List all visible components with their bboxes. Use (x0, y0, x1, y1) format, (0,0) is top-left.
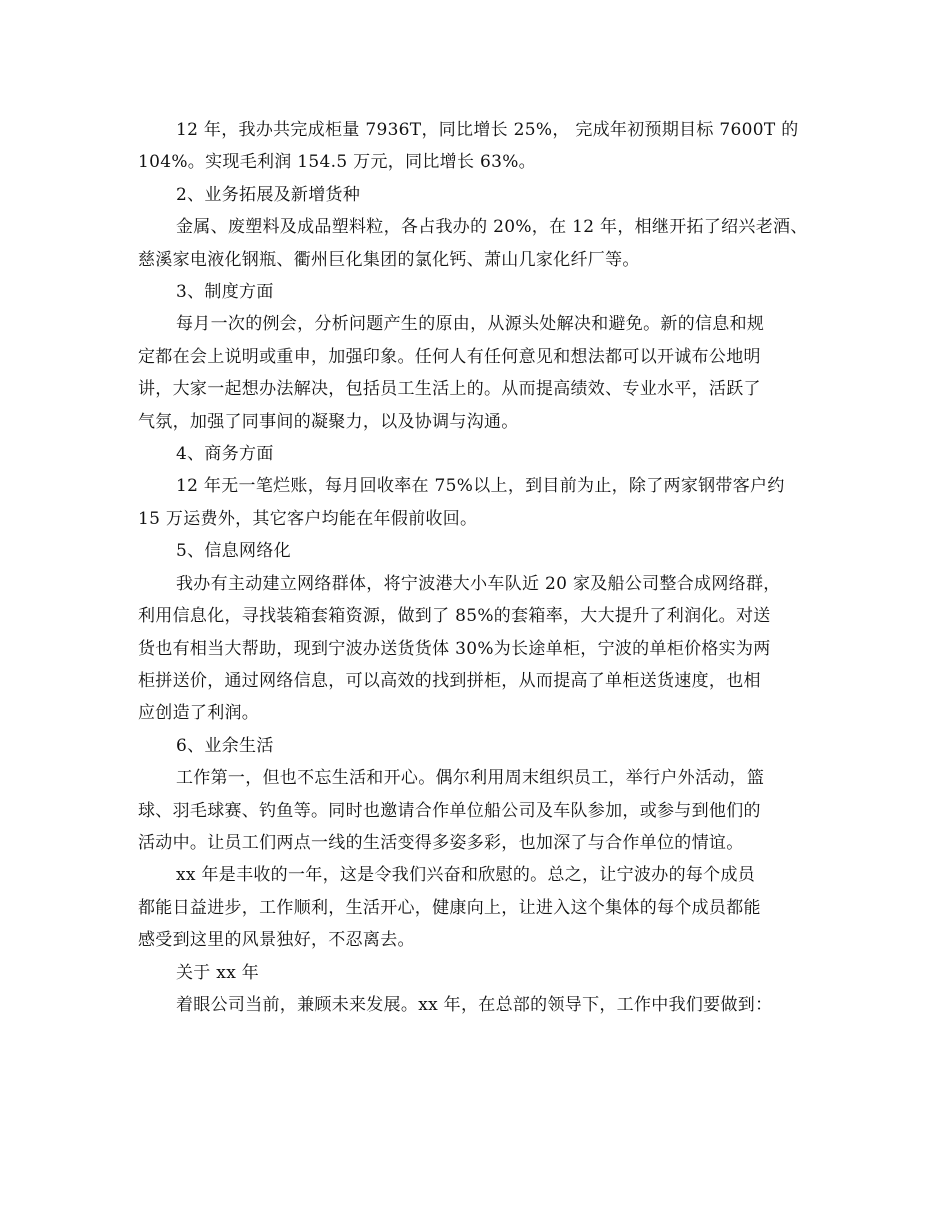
text-line: 应创造了利润。 (138, 703, 260, 724)
text-line: xx 年是丰收的一年，这是令我们兴奋和欣慰的。总之，让宁波办的每个成员 (176, 865, 756, 886)
document-body (138, 114, 828, 1021)
section-heading: 6、业余生活 (176, 735, 274, 756)
text-line: 货也有相当大帮助，现到宁波办送货货体 30%为长途单柜，宁波的单柜价格实为两 (138, 638, 771, 659)
text-line: 利用信息化，寻找装箱套箱资源，做到了 85%的套箱率，大大提升了利润化。对送 (138, 606, 771, 627)
text-line: 球、羽毛球赛、钓鱼等。同时也邀请合作单位船公司及车队参加，或参与到他们的 (138, 800, 761, 821)
text-line: 工作第一，但也不忘生活和开心。偶尔利用周末组织员工，举行户外活动，篮 (176, 768, 765, 789)
text-line: 讲，大家一起想办法解决，包括员工生活上的。从而提高绩效、专业水平，活跃了 (138, 379, 761, 400)
text-line: 活动中。让员工们两点一线的生活变得多姿多彩，也加深了与合作单位的情谊。 (138, 832, 744, 853)
text-line: 感受到这里的风景独好，不忍离去。 (138, 930, 415, 951)
text-line: 都能日益进步，工作顺利，生活开心，健康向上，让进入这个集体的每个成员都能 (138, 897, 761, 918)
text-line: 着眼公司当前，兼顾未来发展。xx 年，在总部的领导下，工作中我们要做到： (176, 994, 773, 1015)
text-line: 金属、废塑料及成品塑料粒，各占我办的 20%，在 12 年，相继开拓了绍兴老酒、 (176, 217, 808, 238)
section-heading: 4、商务方面 (176, 444, 274, 465)
text-line: 我办有主动建立网络群体，将宁波港大小车队近 20 家及船公司整合成网络群， (176, 573, 781, 594)
text-line: 慈溪家电液化钢瓶、衢州巨化集团的氯化钙、萧山几家化纤厂等。 (138, 249, 640, 270)
text-line: 柜拼送价，通过网络信息，可以高效的找到拼柜，从而提高了单柜送货速度，也相 (138, 670, 761, 691)
section-heading: 5、信息网络化 (176, 541, 291, 562)
text-line: 定都在会上说明或重申，加强印象。任何人有任何意见和想法都可以开诚布公地明 (138, 346, 761, 367)
text-line: 12 年，我办共完成柜量 7936T，同比增长 25%， 完成年初预期目标 7600T 的 (176, 120, 799, 140)
text-line: 12 年无一笔烂账，每月回收率在 75%以上，到目前为止，除了两家钢带客户约 (176, 476, 785, 497)
section-heading: 关于 xx 年 (176, 962, 260, 983)
text-line: 每月一次的例会，分析问题产生的原由，从源头处解决和避免。新的信息和规 (176, 314, 765, 335)
text-line: 15 万运费外，其它客户均能在年假前收回。 (138, 508, 478, 529)
text-line: 104%。实现毛利润 154.5 万元，同比增长 63%。 (138, 152, 536, 173)
text-line: 气氛，加强了同事间的凝聚力，以及协调与沟通。 (138, 411, 519, 432)
section-heading: 2、业务拓展及新增货种 (176, 184, 361, 205)
section-heading: 3、制度方面 (176, 282, 274, 303)
